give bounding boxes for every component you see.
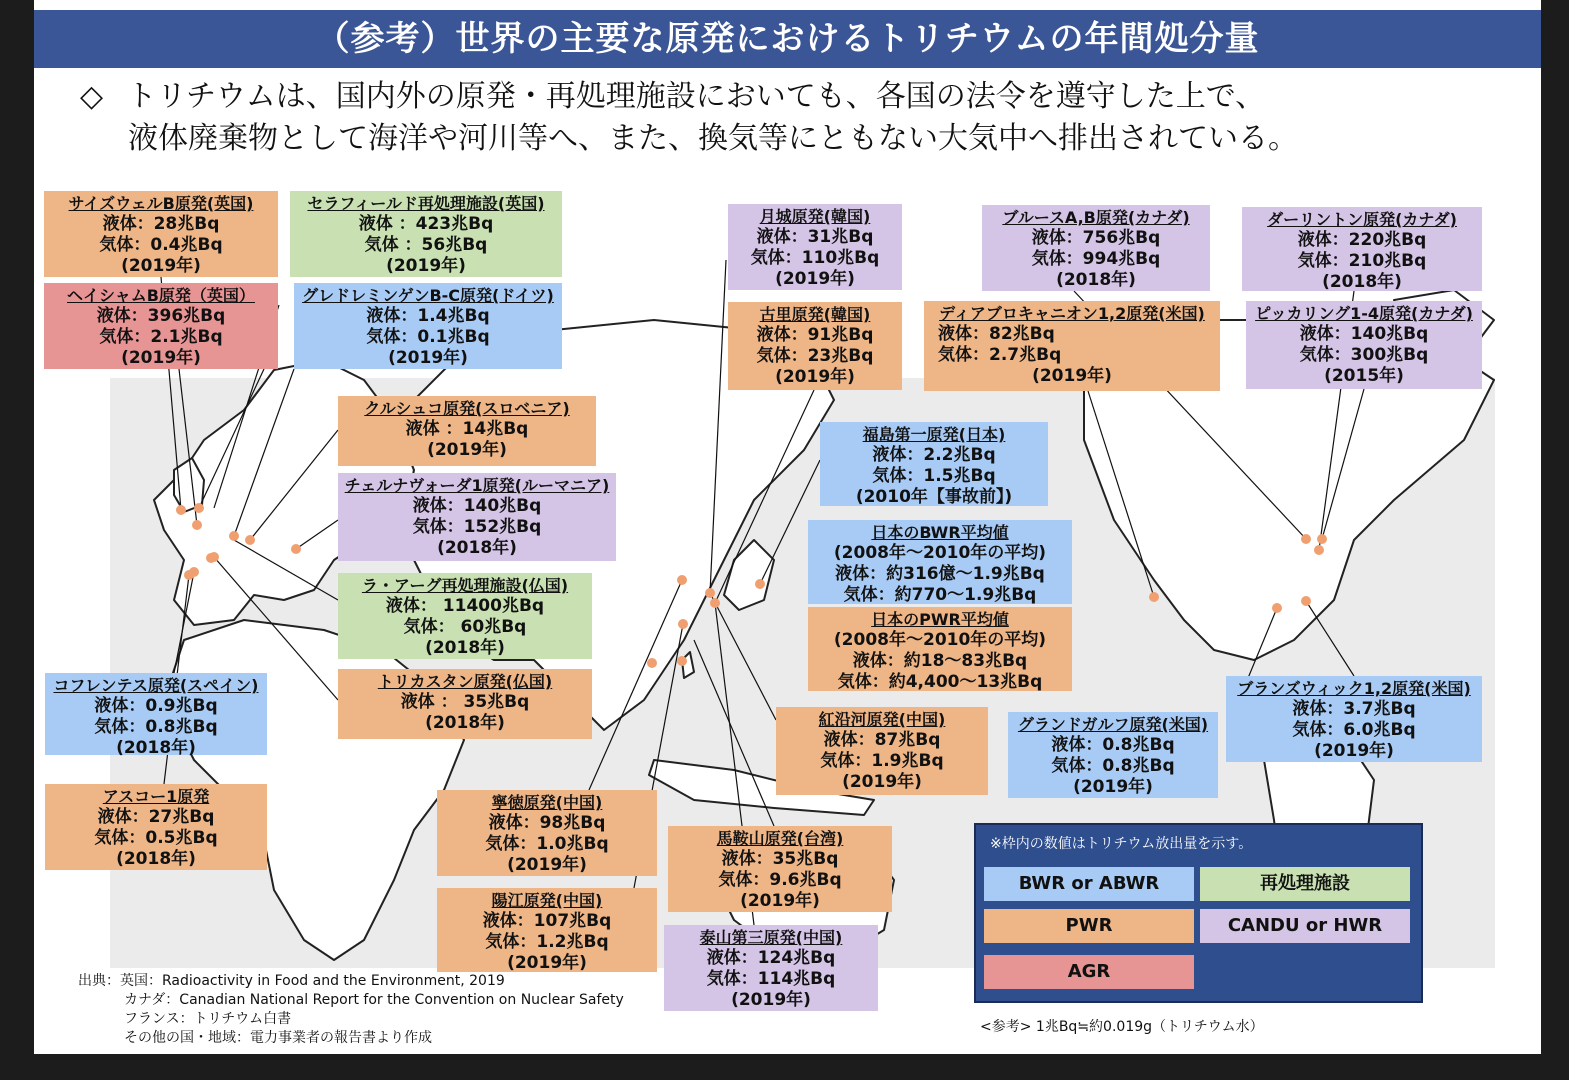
plant-location-marker	[1149, 592, 1159, 602]
plant-name: ダーリントン原発(カナダ)	[1267, 210, 1457, 229]
plant-year: (2015年)	[1324, 366, 1404, 386]
sources	[78, 972, 624, 1048]
plant-location-marker	[678, 619, 688, 629]
plant-liquid: 液体：91兆Bq	[756, 325, 874, 345]
plant-location-marker	[245, 535, 255, 545]
plant-gas: 気体：1.9兆Bq	[820, 751, 944, 771]
legend-agr: AGR	[984, 955, 1194, 989]
plant-name: クルシュコ原発(スロベニア)	[364, 399, 570, 418]
plant-year: (2019年)	[775, 367, 855, 387]
intro-line-2: 液体廃棄物として海洋や河川等へ、また、換気等にともない大気中へ排出されている。	[128, 121, 1298, 156]
plant-gas: 気体：300兆Bq	[1299, 345, 1429, 365]
plant-gas: 気体：約770～1.9兆Bq	[843, 585, 1037, 605]
plant-name: ピッカリング1-4原発(カナダ)	[1255, 304, 1473, 323]
plant-location-marker	[755, 579, 765, 589]
legend-reprocessing: 再処理施設	[1200, 867, 1410, 901]
plant-name: トリカスタン原発(仏国)	[377, 672, 553, 691]
reference-note: <参考> 1兆Bq≒約0.019g（トリチウム水）	[980, 1019, 1264, 1035]
intro-line-1: トリチウムは、国内外の原発・再処理施設においても、各国の法令を遵守した上で、	[126, 79, 1266, 114]
plant-liquid: 液体：140兆Bq	[412, 496, 542, 516]
plant-year: (2019年)	[842, 772, 922, 792]
plant-gas: 気体：110兆Bq	[750, 248, 880, 268]
plant-box-hongyanhe	[776, 707, 988, 795]
plant-box-ningde	[437, 790, 657, 876]
plant-gas: 気体：0.4兆Bq	[99, 235, 223, 255]
plant-name: 古里原発(韓国)	[759, 305, 871, 324]
plant-gas: 気体：0.1兆Bq	[366, 327, 490, 347]
plant-liquid: 液体：約316億～1.9兆Bq	[835, 564, 1045, 584]
plant-name: 日本のPWR平均値	[871, 610, 1009, 629]
plant-year: (2018年)	[437, 538, 517, 558]
plant-box-asco	[45, 784, 267, 870]
plant-box-pickering	[1246, 301, 1482, 389]
plant-year: (2019年)	[1073, 777, 1153, 797]
plant-liquid: 液体：124兆Bq	[706, 948, 836, 968]
plant-box-bruce	[982, 205, 1210, 291]
plant-gas: 気体：994兆Bq	[1031, 249, 1161, 269]
plant-name: 馬鞍山原発(台湾)	[716, 829, 844, 848]
plant-year: (2019年)	[731, 990, 811, 1010]
plant-location-marker	[229, 531, 239, 541]
plant-gas: 気体：2.7兆Bq	[938, 345, 1062, 365]
plant-box-diablo-canyon	[924, 301, 1220, 391]
plant-gas: 気体：0.8兆Bq	[1051, 756, 1175, 776]
intro-text	[80, 76, 1520, 160]
plant-year: (2018年)	[425, 638, 505, 658]
plant-box-krsko	[338, 396, 596, 466]
plant-name: グレドレミンゲンB-C原発(ドイツ)	[302, 286, 554, 305]
plant-year: (2019年)	[121, 256, 201, 276]
plant-location-marker	[192, 520, 202, 530]
plant-box-wolsong	[728, 204, 902, 290]
plant-name: 紅沿河原発(中国)	[818, 710, 946, 729]
plant-location-marker	[705, 588, 715, 598]
source-line: カナダ：Canadian National Report for the Convention on Nuclear Safety	[124, 992, 624, 1008]
plant-liquid: 液体：98兆Bq	[488, 813, 606, 833]
plant-year: (2018年)	[425, 713, 505, 733]
legend-candu: CANDU or HWR	[1200, 909, 1410, 943]
plant-location-marker	[1317, 534, 1327, 544]
plant-liquid: 液体：396兆Bq	[96, 306, 226, 326]
plant-gas: 気体 ：56兆Bq	[364, 235, 488, 255]
source-line: フランス：トリチウム白書	[124, 1011, 292, 1027]
plant-year: (2018年)	[116, 738, 196, 758]
plant-location-marker	[194, 503, 204, 513]
plant-year: (2019年)	[507, 953, 587, 973]
plant-liquid: 液体：140兆Bq	[1299, 324, 1429, 344]
plant-box-cofrentes	[45, 673, 267, 758]
plant-box-lahague	[338, 573, 592, 659]
plant-name: ラ・アーグ再処理施設(仏国)	[361, 576, 569, 595]
plant-liquid: 液体：35兆Bq	[721, 849, 839, 869]
plant-box-cernavoda	[338, 473, 616, 561]
plant-gas: 気体：1.2兆Bq	[485, 932, 609, 952]
legend	[974, 823, 1423, 1003]
plant-name: グランドガルフ原発(米国)	[1017, 715, 1209, 734]
plant-liquid: 液体： 11400兆Bq	[385, 596, 545, 616]
plant-location-marker	[1314, 545, 1324, 555]
plant-gas: 気体： 60兆Bq	[403, 617, 527, 637]
plant-location-marker	[677, 656, 687, 666]
plant-gas: 気体：約4,400～13兆Bq	[837, 672, 1043, 692]
plant-year: (2019年)	[427, 440, 507, 460]
plant-liquid: 液体：0.8兆Bq	[1051, 735, 1175, 755]
plant-box-yangjiang	[437, 888, 657, 972]
plant-box-maanshan	[668, 826, 892, 912]
plant-box-sizewell	[44, 191, 278, 277]
plant-liquid: 液体 ： 35兆Bq	[400, 692, 530, 712]
plant-box-qinshan	[664, 925, 878, 1011]
plant-name: ブランズウィック1,2原発(米国)	[1237, 679, 1471, 698]
plant-liquid: 液体：1.4兆Bq	[366, 306, 490, 326]
plant-location-marker	[1272, 603, 1282, 613]
plant-location-marker	[710, 598, 720, 608]
plant-gas: 気体：0.5兆Bq	[94, 828, 218, 848]
plant-period: (2008年～2010年の平均)	[833, 543, 1047, 563]
plant-year: (2019年)	[1032, 366, 1112, 386]
plant-name: 寧徳原発(中国)	[491, 793, 603, 812]
plant-box-fukushima	[820, 422, 1048, 506]
plant-box-sellafield	[290, 191, 562, 277]
plant-name: 泰山第三原発(中国)	[699, 928, 843, 947]
plant-year: (2019年)	[388, 348, 468, 368]
plant-liquid: 液体：2.2兆Bq	[872, 445, 996, 465]
plant-gas: 気体：114兆Bq	[706, 969, 836, 989]
plant-liquid: 液体：87兆Bq	[823, 730, 941, 750]
plant-liquid: 液体：0.9兆Bq	[94, 696, 218, 716]
plant-name: 日本のBWR平均値	[871, 523, 1009, 542]
plant-box-grohnde	[294, 283, 562, 369]
plant-box-tricastin	[338, 669, 592, 739]
plant-name: チェルナヴォーダ1原発(ルーマニア)	[344, 476, 610, 495]
slide	[34, 0, 1541, 1054]
plant-year: (2019年)	[1314, 741, 1394, 761]
plant-year: (2018年)	[1056, 270, 1136, 290]
page-title: （参考）世界の主要な原発におけるトリチウムの年間処分量	[34, 10, 1541, 68]
plant-gas: 気体：9.6兆Bq	[718, 870, 842, 890]
plant-liquid: 液体：約18～83兆Bq	[852, 651, 1028, 671]
plant-name: 福島第一原発(日本)	[862, 425, 1006, 444]
plant-liquid: 液体：107兆Bq	[482, 911, 612, 931]
plant-liquid: 液体：82兆Bq	[938, 324, 1055, 344]
plant-year: (2019年)	[740, 891, 820, 911]
plant-location-marker	[1301, 534, 1311, 544]
plant-liquid: 液体 ：14兆Bq	[405, 419, 529, 439]
plant-gas: 気体：2.1兆Bq	[99, 327, 223, 347]
plant-location-marker	[1301, 596, 1311, 606]
plant-year: (2018年)	[116, 849, 196, 869]
plant-year: (2019年)	[507, 855, 587, 875]
legend-pwr: PWR	[984, 909, 1194, 943]
plant-liquid: 液体：756兆Bq	[1031, 228, 1161, 248]
plant-period: (2008年～2010年の平均)	[833, 630, 1047, 650]
plant-name: ヘイシャムB原発（英国）	[67, 286, 255, 305]
plant-liquid: 液体：27兆Bq	[97, 807, 215, 827]
plant-box-darlington	[1242, 207, 1482, 291]
plant-gas: 気体：23兆Bq	[756, 346, 874, 366]
legend-note: ※枠内の数値はトリチウム放出量を示す。	[990, 836, 1253, 852]
plant-gas: 気体：152兆Bq	[412, 517, 542, 537]
legend-bwr: BWR or ABWR	[984, 867, 1194, 901]
plant-location-marker	[647, 658, 657, 668]
plant-name: アスコー1原発	[102, 787, 210, 806]
plant-year: (2019年)	[775, 269, 855, 289]
plant-location-marker	[677, 575, 687, 585]
plant-name: サイズウェルB原発(英国)	[68, 194, 254, 213]
plant-name: コフレンテス原発(スペイン)	[53, 676, 259, 695]
plant-name: ディアブロキャニオン1,2原発(米国)	[939, 304, 1205, 323]
plant-location-marker	[184, 570, 194, 580]
plant-box-japan-bwr-average	[808, 520, 1072, 604]
plant-year: (2019年)	[386, 256, 466, 276]
plant-gas: 気体：0.8兆Bq	[94, 717, 218, 737]
plant-box-grand-gulf	[1008, 712, 1218, 798]
plant-location-marker	[206, 553, 216, 563]
plant-box-kori	[728, 302, 902, 390]
plant-year: (2010年【事故前】)	[855, 487, 1013, 507]
plant-name: ブルースA,B原発(カナダ)	[1002, 208, 1190, 227]
plant-liquid: 液体：31兆Bq	[756, 227, 874, 247]
plant-box-japan-pwr-average	[808, 607, 1072, 691]
plant-gas: 気体：1.0兆Bq	[485, 834, 609, 854]
plant-liquid: 液体 ：423兆Bq	[358, 214, 494, 234]
plant-box-brunswick	[1226, 676, 1482, 762]
plant-liquid: 液体：3.7兆Bq	[1292, 699, 1416, 719]
plant-name: 陽江原発(中国)	[491, 891, 603, 910]
plant-name: セラフィールド再処理施設(英国)	[307, 194, 545, 213]
plant-gas: 気体：210兆Bq	[1297, 251, 1427, 271]
plant-gas: 気体：6.0兆Bq	[1292, 720, 1416, 740]
plant-liquid: 液体：28兆Bq	[102, 214, 220, 234]
source-line: その他の国・地域：電力事業者の報告書より作成	[124, 1030, 432, 1046]
plant-gas: 気体：1.5兆Bq	[872, 466, 996, 486]
plant-year: (2018年)	[1322, 272, 1402, 292]
plant-year: (2019年)	[121, 348, 201, 368]
plant-box-heysham	[44, 283, 278, 369]
plant-liquid: 液体：220兆Bq	[1297, 230, 1427, 250]
plant-location-marker	[176, 505, 186, 515]
plant-name: 月城原発(韓国)	[759, 207, 871, 226]
bullet-diamond-icon: ◇	[80, 79, 104, 114]
source-line: 出典：英国：Radioactivity in Food and the Environment, 2019	[78, 973, 505, 989]
plant-location-marker	[291, 544, 301, 554]
